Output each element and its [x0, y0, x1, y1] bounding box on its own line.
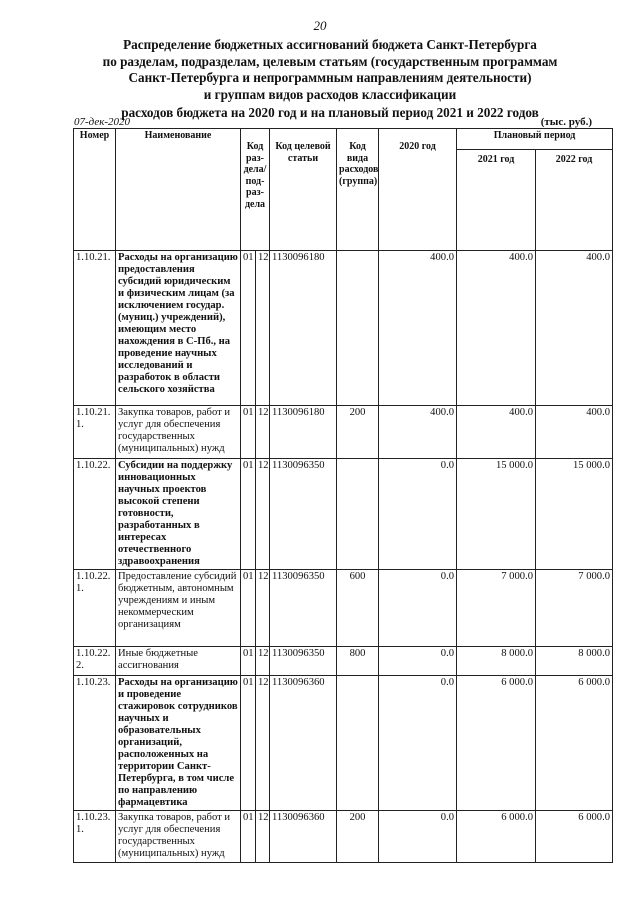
- row-type: [337, 676, 379, 811]
- row-number: 1.10.22.: [74, 459, 116, 570]
- row-target: 1130096360: [270, 811, 337, 863]
- row-type: 600: [337, 570, 379, 647]
- table-row: [74, 570, 613, 647]
- row-name: Закупка товаров, работ и услуг для обеспечения государственных (муниципальных) нужд: [116, 406, 241, 459]
- row-number: 1.10.23.: [74, 676, 116, 811]
- row-subsection: 12: [256, 251, 270, 406]
- row-number: 1.10.22. 1.: [74, 570, 116, 647]
- row-subsection: 12: [256, 459, 270, 570]
- units-label: (тыс. руб.): [540, 116, 592, 128]
- row-2020: 0.0: [379, 570, 457, 647]
- row-section: 01: [241, 459, 256, 570]
- title-line-5: расходов бюджета на 2020 год и на плановый период 2021 и 2022 годов: [121, 105, 539, 121]
- row-name: Закупка товаров, работ и услуг для обеспечения государственных (муниципальных) нужд: [116, 811, 241, 863]
- row-type: 800: [337, 647, 379, 676]
- row-subsection: 12: [256, 811, 270, 863]
- header-name: Наименование: [116, 129, 241, 251]
- row-2022: 7 000.0: [536, 570, 613, 647]
- header-2020: 2020 год: [379, 129, 457, 251]
- title-line-1: Распределение бюджетных ассигнований бюджета Санкт-Петербурга: [123, 37, 537, 52]
- table-row: [74, 676, 613, 811]
- header-planned-period: Плановый период: [457, 129, 613, 150]
- row-section: 01: [241, 570, 256, 647]
- row-subsection: 12: [256, 570, 270, 647]
- row-number: 1.10.21. 1.: [74, 406, 116, 459]
- header-2022: 2022 год: [536, 150, 613, 251]
- row-2020: 0.0: [379, 676, 457, 811]
- table-row: [74, 251, 613, 406]
- header-target-code: Код целевой статьи: [270, 129, 337, 251]
- row-2020: 400.0: [379, 406, 457, 459]
- row-name: Субсидии на поддержку инновационных научных проектов высокой степени готовности, разработанных в интересах отечественного здравоохранения: [116, 459, 241, 570]
- row-name: Предоставление субсидий бюджетным, автономным учреждениям и иным некоммерческим организациям: [116, 570, 241, 647]
- row-section: 01: [241, 251, 256, 406]
- row-subsection: 12: [256, 676, 270, 811]
- row-type: [337, 251, 379, 406]
- row-subsection: 12: [256, 647, 270, 676]
- row-2021: 400.0: [457, 251, 536, 406]
- row-type: 200: [337, 406, 379, 459]
- title-line-2: по разделам, подразделам, целевым статьям (государственным программам: [102, 53, 558, 69]
- row-section: 01: [241, 676, 256, 811]
- row-2021: 6 000.0: [457, 811, 536, 863]
- header-2021: 2021 год: [457, 150, 536, 251]
- row-2020: 0.0: [379, 459, 457, 570]
- table-row: [74, 811, 613, 863]
- header-type-code: Код вида расходов (группа): [337, 129, 379, 251]
- row-section: 01: [241, 811, 256, 863]
- header-section-code: Код раз-дела/ под-раз-дела: [241, 129, 270, 251]
- row-2021: 15 000.0: [457, 459, 536, 570]
- row-number: 1.10.23. 1.: [74, 811, 116, 863]
- row-number: 1.10.22. 2.: [74, 647, 116, 676]
- row-name: Расходы на организацию и проведение стажировок сотрудников научных и образовательных организаций, расположенных на территории Санкт-Петербурга, в том числе по направлению фармацевтика: [116, 676, 241, 811]
- row-2021: 6 000.0: [457, 676, 536, 811]
- page-number: 20: [313, 18, 327, 33]
- table-row: [74, 459, 613, 570]
- table-row: [74, 406, 613, 459]
- row-2021: 7 000.0: [457, 570, 536, 647]
- title-line-3: Санкт-Петербурга и непрограммным направлениям деятельности): [128, 70, 532, 86]
- document-title: [60, 37, 600, 122]
- document-date: 07-дек-2020: [74, 116, 131, 128]
- row-2021: 8 000.0: [457, 647, 536, 676]
- row-name: Иные бюджетные ассигнования: [116, 647, 241, 676]
- row-section: 01: [241, 647, 256, 676]
- row-section: 01: [241, 406, 256, 459]
- row-target: 1130096350: [270, 647, 337, 676]
- row-2022: 6 000.0: [536, 811, 613, 863]
- row-2022: 400.0: [536, 406, 613, 459]
- row-2022: 8 000.0: [536, 647, 613, 676]
- row-target: 1130096180: [270, 251, 337, 406]
- row-target: 1130096350: [270, 459, 337, 570]
- row-2020: 400.0: [379, 251, 457, 406]
- row-2022: 15 000.0: [536, 459, 613, 570]
- row-2022: 6 000.0: [536, 676, 613, 811]
- row-type: [337, 459, 379, 570]
- row-target: 1130096180: [270, 406, 337, 459]
- row-target: 1130096360: [270, 676, 337, 811]
- budget-table: [73, 128, 613, 863]
- table-row: [74, 647, 613, 676]
- header-number: Номер: [74, 129, 116, 251]
- row-2020: 0.0: [379, 647, 457, 676]
- row-number: 1.10.21.: [74, 251, 116, 406]
- row-2022: 400.0: [536, 251, 613, 406]
- row-target: 1130096350: [270, 570, 337, 647]
- row-subsection: 12: [256, 406, 270, 459]
- row-type: 200: [337, 811, 379, 863]
- row-name: Расходы на организацию предоставления субсидий юридическим и физическим лицам (за исключением государ. (муниц.) учреждений), имеющим место нахождения в С-Пб., на проведение научных исследований и разработок в области сельского хозяйства: [116, 251, 241, 406]
- row-2021: 400.0: [457, 406, 536, 459]
- row-2020: 0.0: [379, 811, 457, 863]
- title-line-4: и группам видов расходов классификации: [203, 86, 457, 102]
